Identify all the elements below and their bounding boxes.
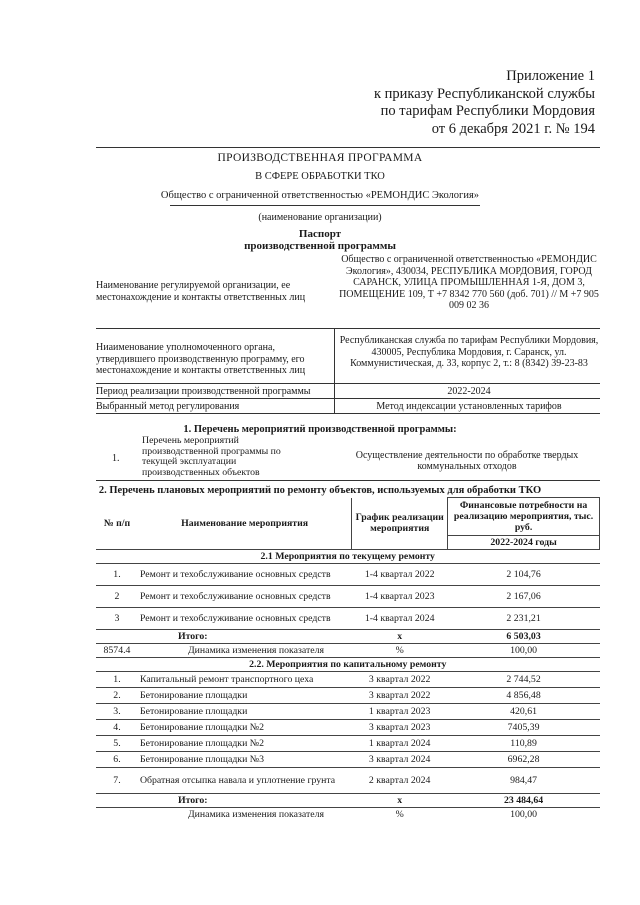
dynamics-value: 100,00	[510, 645, 538, 656]
row-period: 3 квартал 2022	[352, 672, 448, 688]
organization-caption: (наименование организации)	[258, 212, 382, 223]
appendix-line3: по тарифам Республики Мордовия	[380, 103, 595, 119]
divider	[96, 383, 600, 384]
method-value: Метод индексации установленных тарифов	[376, 401, 562, 412]
table-row	[96, 688, 600, 704]
row-num: 1.	[96, 672, 138, 688]
total-x: х	[352, 794, 448, 808]
total-x: х	[352, 630, 448, 644]
table-row	[96, 736, 600, 752]
col-schedule-header: График реализации мероприятия	[352, 498, 448, 550]
total-value: 6 503,03	[448, 630, 600, 644]
row-name: Ремонт и техобслуживание основных средств	[138, 608, 352, 630]
total-label: Итого:	[138, 794, 352, 808]
col-name-header: Наименование мероприятия	[181, 517, 309, 529]
regulated-org-value: Общество с ограниченной ответственностью «РЕМОНДИС Экология», 430034, РЕСПУБЛИКА МОРДОВИЯ, ГОРОД САРАНСК, УЛИЦА ПРОМЫШЛЕННАЯ 1-Я, ДОМ 3, ПОМЕЩЕНИЕ 109, Т +7 8342 770 560 (доб. 701) // М +7 905 009 02 36	[339, 254, 599, 311]
section1-value: Осуществление деятельности по обработке твердых коммунальных отходов	[355, 450, 579, 472]
subsection-capital-title: 2.2. Мероприятия по капитальному ремонту	[96, 658, 600, 672]
passport-subtitle: производственной программы	[244, 240, 396, 252]
table-row	[96, 768, 600, 794]
row-num: 7.	[96, 768, 138, 794]
row-period: 1-4 квартал 2022	[352, 564, 448, 586]
program-title: ПРОИЗВОДСТВЕННАЯ ПРОГРАММА	[217, 152, 423, 164]
row-period: 1 квартал 2023	[352, 704, 448, 720]
row-amount: 984,47	[448, 768, 600, 794]
appendix-header	[374, 68, 595, 138]
row-amount: 2 104,76	[448, 564, 600, 586]
row-num: 4.	[96, 720, 138, 736]
authority-value: Республиканская служба по тарифам Республики Мордовия, 430005, Республика Мордовия, г. Саранск, ул. Коммунистическая, д. 33, корпус 2, т.: 8 (8342) 39-23-83	[339, 335, 599, 369]
dynamics-unit: %	[395, 809, 404, 821]
row-num: 2	[96, 586, 138, 608]
table-row	[96, 704, 600, 720]
total-row	[96, 794, 600, 808]
dynamics-label: Динамика изменения показателя	[187, 645, 324, 656]
appendix-title: Приложение 1	[506, 68, 595, 84]
row-name: Ремонт и техобслуживание основных средств	[138, 564, 352, 586]
row-amount: 110,89	[448, 736, 600, 752]
row-period: 1-4 квартал 2023	[352, 586, 448, 608]
dynamics-label: Динамика изменения показателя	[187, 809, 324, 821]
row-name: Бетонирование площадки	[138, 688, 352, 704]
total-label: Итого:	[138, 630, 352, 644]
repair-table	[96, 497, 600, 822]
row-name: Ремонт и техобслуживание основных средств	[138, 586, 352, 608]
row-num: 3	[96, 608, 138, 630]
row-num: 2.	[96, 688, 138, 704]
divider	[96, 398, 600, 399]
table-row	[96, 564, 600, 586]
row-amount: 2 167,06	[448, 586, 600, 608]
dynamics-row	[96, 808, 600, 822]
col-finance-header: Финансовые потребности на реализацию мероприятия, тыс. руб.	[448, 498, 600, 536]
row-period: 2 квартал 2024	[352, 768, 448, 794]
total-row	[96, 630, 600, 644]
divider	[96, 147, 600, 148]
section1-title: 1. Перечень мероприятий производственной программы:	[183, 424, 457, 435]
regulated-org-label: Наименование регулируемой организации, ее местонахождение и контакты ответственных лиц	[96, 280, 306, 303]
row-period: 1-4 квартал 2024	[352, 608, 448, 630]
row-name: Бетонирование площадки №3	[138, 752, 352, 768]
divider	[96, 328, 600, 329]
program-subtitle: В СФЕРЕ ОБРАБОТКИ ТКО	[255, 171, 385, 182]
authority-label: Ниаименование уполномоченного органа, утвердившего производственную программу, его местонахождение и контакты ответственных лиц	[96, 342, 306, 376]
table-row	[96, 752, 600, 768]
dynamics-num: 8574.4	[103, 645, 131, 656]
row-amount: 6962,28	[448, 752, 600, 768]
divider	[96, 413, 600, 414]
total-value: 23 484,64	[448, 794, 600, 808]
section2-title: 2. Перечень плановых мероприятий по ремонту объектов, используемых для обработки ТКО	[98, 485, 542, 496]
table-row	[96, 720, 600, 736]
divider	[170, 205, 480, 206]
section1-label: Перечень мероприятий производственной программы по текущей эксплуатации производственных объектов	[142, 435, 281, 478]
row-num: 3.	[96, 704, 138, 720]
divider	[96, 480, 600, 481]
col-years-header: 2022-2024 годы	[448, 536, 600, 550]
dynamics-unit: %	[395, 645, 404, 656]
passport-title: Паспорт	[298, 228, 342, 240]
period-value: 2022-2024	[447, 386, 491, 397]
row-period: 1 квартал 2024	[352, 736, 448, 752]
row-amount: 420,61	[448, 704, 600, 720]
table-row	[96, 586, 600, 608]
organization-name: Общество с ограниченной ответственностью «РЕМОНДИС Экология»	[160, 190, 480, 201]
row-name: Бетонирование площадки №2	[138, 720, 352, 736]
row-num: 6.	[96, 752, 138, 768]
table-row	[96, 672, 600, 688]
section1-num: 1.	[112, 453, 120, 464]
passport-table	[96, 250, 600, 425]
row-name: Бетонирование площадки	[138, 704, 352, 720]
row-amount: 7405,39	[448, 720, 600, 736]
row-num: 1.	[96, 564, 138, 586]
period-label: Период реализации производственной программы	[96, 386, 311, 397]
row-period: 3 квартал 2022	[352, 688, 448, 704]
subsection-current-title: 2.1 Мероприятия по текущему ремонту	[96, 550, 600, 564]
method-label: Выбранный метод регулирования	[96, 401, 240, 412]
row-period: 3 квартал 2023	[352, 720, 448, 736]
column-divider	[334, 328, 335, 413]
dynamics-value: 100,00	[510, 809, 538, 821]
appendix-line2: к приказу Республиканской службы	[373, 85, 595, 102]
row-amount: 4 856,48	[448, 688, 600, 704]
row-name: Обратная отсыпка навала и уплотнение грунта	[138, 768, 352, 794]
table-row	[96, 608, 600, 630]
row-amount: 2 744,52	[448, 672, 600, 688]
col-num-header: № п/п	[103, 517, 131, 529]
row-amount: 2 231,21	[448, 608, 600, 630]
row-name: Капитальный ремонт транспортного цеха	[138, 672, 352, 688]
row-name: Бетонирование площадки №2	[138, 736, 352, 752]
appendix-line4: от 6 декабря 2021 г. № 194	[431, 120, 595, 137]
row-num: 5.	[96, 736, 138, 752]
dynamics-row	[96, 644, 600, 658]
row-period: 3 квартал 2024	[352, 752, 448, 768]
